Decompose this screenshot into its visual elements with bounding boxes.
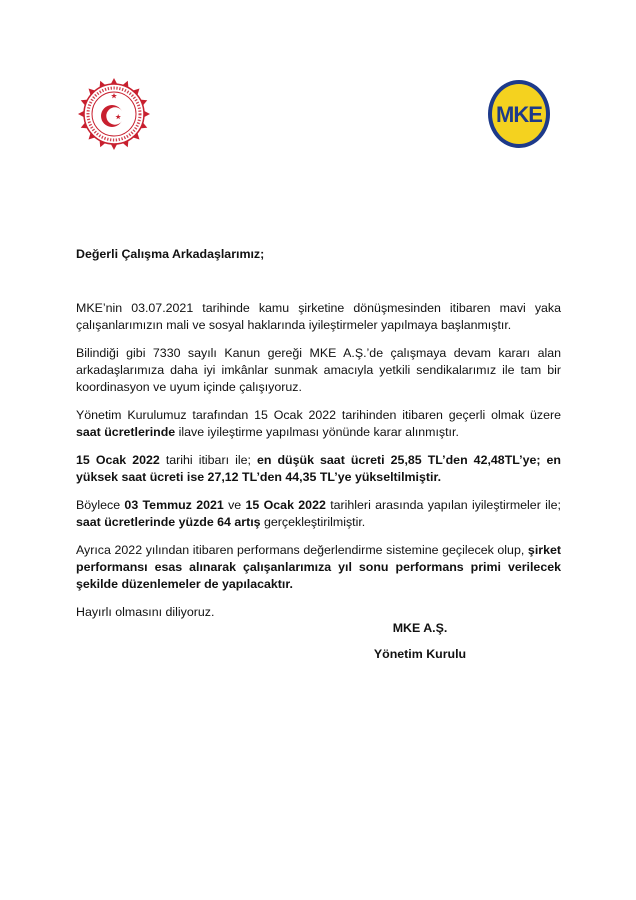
text: Böylece bbox=[76, 498, 125, 512]
bold-text: en düşük saat ücreti 25,85 TL’den 42,48TL’ye; en yüksek saat ücreti ise 27,12 TL’den 44,35 TL’ye yükseltilmiştir. bbox=[76, 453, 562, 484]
svg-text:MKE: MKE bbox=[496, 102, 542, 127]
bold-text: 15 Ocak 2022 bbox=[245, 498, 326, 512]
paragraph bbox=[76, 407, 561, 441]
signature-company: MKE A.Ş. bbox=[392, 621, 448, 635]
bold-text: 03 Temmuz 2021 bbox=[124, 498, 224, 512]
paragraph bbox=[76, 300, 561, 334]
turkish-defense-ministry-seal-icon bbox=[76, 76, 152, 152]
mke-emblem-icon bbox=[486, 78, 552, 150]
paragraph-list bbox=[76, 300, 561, 621]
text: Ayrıca 2022 yılından itibaren performans değerlendirme sistemine geçilecek olup, bbox=[76, 543, 528, 557]
text: Hayırlı olmasını diliyoruz. bbox=[76, 605, 215, 619]
text: ilave iyileştirme yapılması yönünde karar alınmıştır. bbox=[175, 425, 459, 439]
signature-board: Yönetim Kurulu bbox=[373, 647, 467, 661]
paragraph bbox=[76, 452, 561, 486]
text: Bilindiği gibi 7330 sayılı Kanun gereği MKE A.Ş.’de çalışmaya devam kararı alan arkadaşlarımıza daha iyi imkânlar sunmak amacıyla yetkili sendikalarımız ile tam bir koordinasyon ve uyum içinde çalışıyoruz. bbox=[76, 346, 561, 394]
paragraph bbox=[76, 345, 561, 396]
text: ve bbox=[223, 498, 246, 512]
ministry-seal-logo bbox=[76, 76, 152, 152]
paragraph bbox=[76, 604, 561, 621]
seal-spike bbox=[111, 144, 117, 150]
text: tarihleri arasında yapılan iyileştirmeler ile; bbox=[325, 498, 561, 512]
seal-spike bbox=[78, 111, 84, 117]
bold-text: saat ücretlerinde bbox=[76, 425, 176, 439]
paragraph bbox=[76, 497, 561, 531]
bold-text: şirket performansı esas alınarak çalışanlarımıza yıl sonu performans primi verilecek şekilde düzenlemeler de yapılacaktır. bbox=[76, 543, 561, 591]
bold-text: 15 Ocak 2022 bbox=[76, 453, 160, 467]
text: Yönetim Kurulumuz tarafından 15 Ocak 2022 tarihinden itibaren geçerli olmak üzere bbox=[76, 408, 561, 422]
mke-logo bbox=[486, 78, 552, 150]
text: MKE’nin 03.07.2021 tarihinde kamu şirketine dönüşmesinden itibaren mavi yaka çalışanlarımızın mali ve sosyal haklarında iyileştirmeler yapılmaya başlanmıştır. bbox=[76, 301, 561, 332]
text: tarihi itibarı ile; bbox=[159, 453, 257, 467]
paragraph bbox=[76, 542, 561, 593]
text: gerçekleştirilmiştir. bbox=[260, 515, 366, 529]
seal-spike bbox=[111, 78, 117, 84]
signature-block bbox=[330, 620, 510, 663]
seal-spike bbox=[144, 111, 150, 117]
letter-body bbox=[76, 246, 561, 632]
greeting: Değerli Çalışma Arkadaşlarımız; bbox=[76, 247, 265, 261]
bold-text: saat ücretlerinde yüzde 64 artış bbox=[76, 515, 261, 529]
